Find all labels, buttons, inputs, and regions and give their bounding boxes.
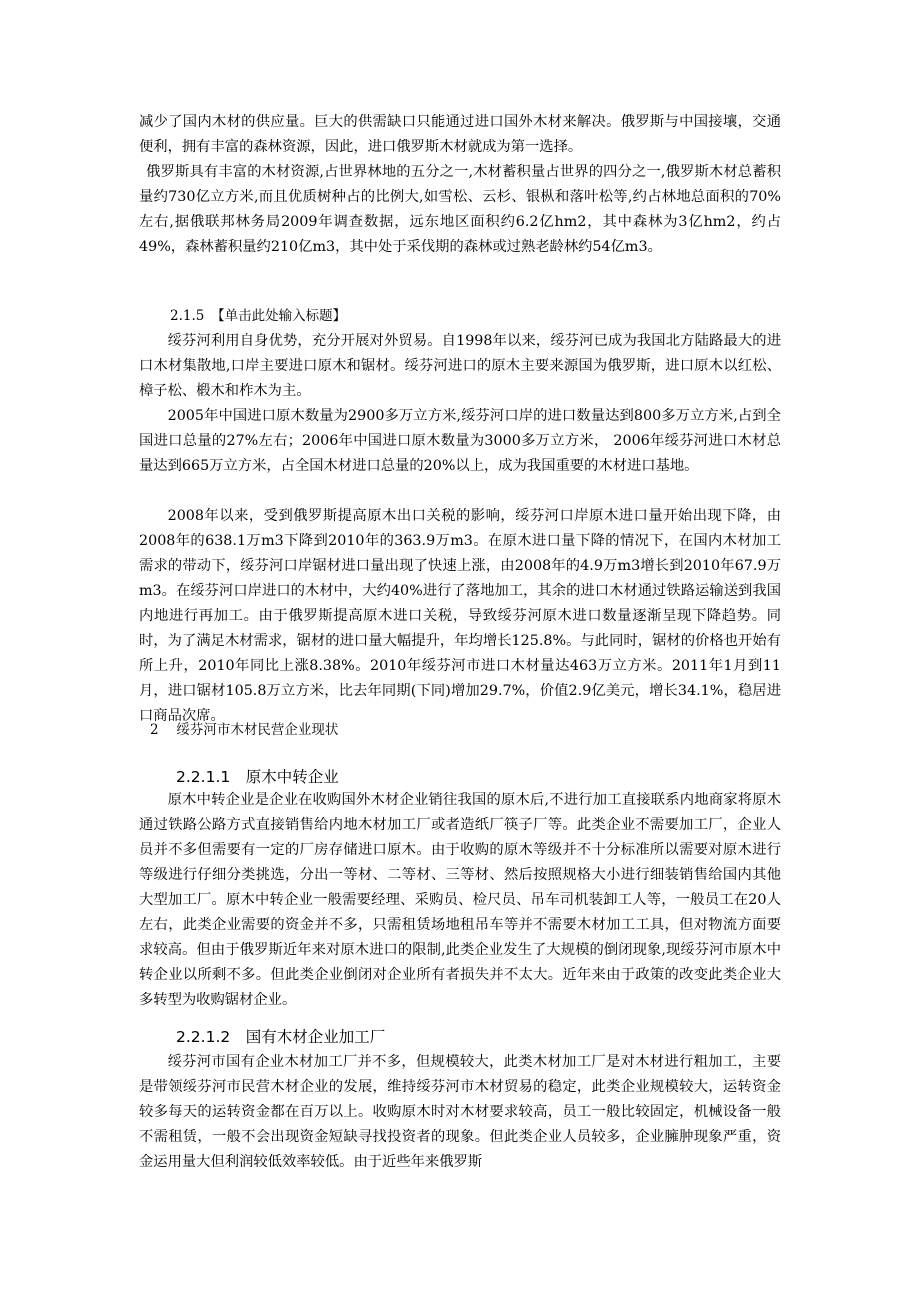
section-heading-2: 2 绥芬河市木材民营企业现状 [150, 722, 339, 738]
paragraph-import-2005-2006: 2005年中国进口原木数量为2900多万立方米,绥芬河口岸的进口数量达到800多万立方米,占到全国进口总量的27%左右；2006年中国进口原木数量为3000多万立方米， 2006年绥芬河进口木材总量达到665万立方米，占全国木材进口总量的20%以上，成为我国重要的木材进口基地。 [139, 408, 781, 474]
subsection-heading-2-2-1-1: 2.2.1.1 原木中转企业 [176, 768, 339, 786]
subsection-heading-2-2-1-2: 2.2.1.2 国有木材企业加工厂 [176, 1028, 386, 1046]
section-heading-2-1-5: 2.1.5 【单击此处输入标题】 [170, 308, 347, 324]
paragraph-suifenhe-trade: 绥芬河利用自身优势，充分开展对外贸易。自1998年以来，绥芬河已成为我国北方陆路最大的进口木材集散地,口岸主要进口原木和锯材。绥芬河进口的原木主要来源国为俄罗斯，进口原木以红松、樟子松、椴木和柞木为主。 [139, 333, 781, 399]
paragraph-log-transit-enterprises: 原木中转企业是企业在收购国外木材企业销往我国的原木后,不进行加工直接联系内地商家将原木通过铁路公路方式直接销售给内地木材加工厂或者造纸厂筷子厂等。此类企业不需要加工厂，企业人员并不多但需要有一定的厂房存储进口原木。由于收购的原木等级并不十分标准所以需要对原木进行等级进行仔细分类挑选，分出一等材、二等材、三等材、然后按照规格大小进行细装销售给国内其他大型加工厂。原木中转企业一般需要经理、采购员、检尺员、吊车司机装卸工人等，一般员工在20人左右，此类企业需要的资金并不多，只需租赁场地租吊车等并不需要木材加工工具，但对物流方面要求较高。但由于俄罗斯近年来对原木进口的限制,此类企业发生了大规模的倒闭现象,现绥芬河市原木中转企业以所剩不多。但此类企业倒闭对企业所有者损失并不太大。近年来由于政策的改变此类企业大多转型为收购锯材企业。 [139, 792, 781, 1008]
paragraph-intro: 减少了国内木材的供应量。巨大的供需缺口只能通过进口国外木材来解决。俄罗斯与中国接壤，交通便利，拥有丰富的森林资源，因此，进口俄罗斯木材就成为第一选择。 [139, 114, 781, 155]
paragraph-russia-resources: 俄罗斯具有丰富的木材资源,占世界林地的五分之一,木材蓄积量占世界的四分之一,俄罗斯木材总蓄积量约730亿立方米,而且优质树种占的比例大,如雪松、云杉、银枞和落叶松等,约占林地总面积的70%左右,据俄联邦林务局2009年调查数据，远东地区面积约6.2亿hm2，其中森林为3亿hm2，约占49%，森林蓄积量约210亿m3，其中处于采伐期的森林或过熟老龄林约54亿m3。 [139, 164, 781, 255]
paragraph-import-2008-2011: 2008年以来，受到俄罗斯提高原木出口关税的影响，绥芬河口岸原木进口量开始出现下降，由2008年的638.1万m3下降到2010年的363.9万m3。在原木进口量下降的情况下，在国内木材加工需求的带动下，绥芬河口岸锯材进口量出现了快速上涨，由2008年的4.9万m3增长到2010年67.9万m3。在绥芬河口岸进口的木材中，大约40%进行了落地加工，其余的进口木材通过铁路运输送到我国内地进行再加工。由于俄罗斯提高原木进口关税，导致绥芬河原木进口数量逐渐呈现下降趋势。同时，为了满足木材需求，锯材的进口量大幅提升，年均增长125.8%。与此同时，锯材的价格也开始有所上升，2010年同比上涨8.38%。2010年绥芬河市进口木材量达463万立方米。2011年1月到11月，进口锯材105.8万立方米，比去年同期(下同)增加29.7%，价值2.9亿美元，增长34.1%，稳居进口商品次席。 [139, 508, 781, 724]
paragraph-state-owned-processing: 绥芬河市国有企业木材加工厂并不多，但规模较大，此类木材加工厂是对木材进行粗加工，主要是带领绥芬河市民营木材企业的发展，维持绥芬河市木材贸易的稳定，此类企业规模较大，运转资金较多每天的运转资金都在百万以上。收购原木时对木材要求较高，员工一般比较固定，机械设备一般不需租赁，一般不会出现资金短缺寻找投资者的现象。但此类企业人员较多，企业臃肿现象严重，资金运用量大但利润较低效率较低。由于近些年来俄罗斯 [139, 1054, 781, 1170]
